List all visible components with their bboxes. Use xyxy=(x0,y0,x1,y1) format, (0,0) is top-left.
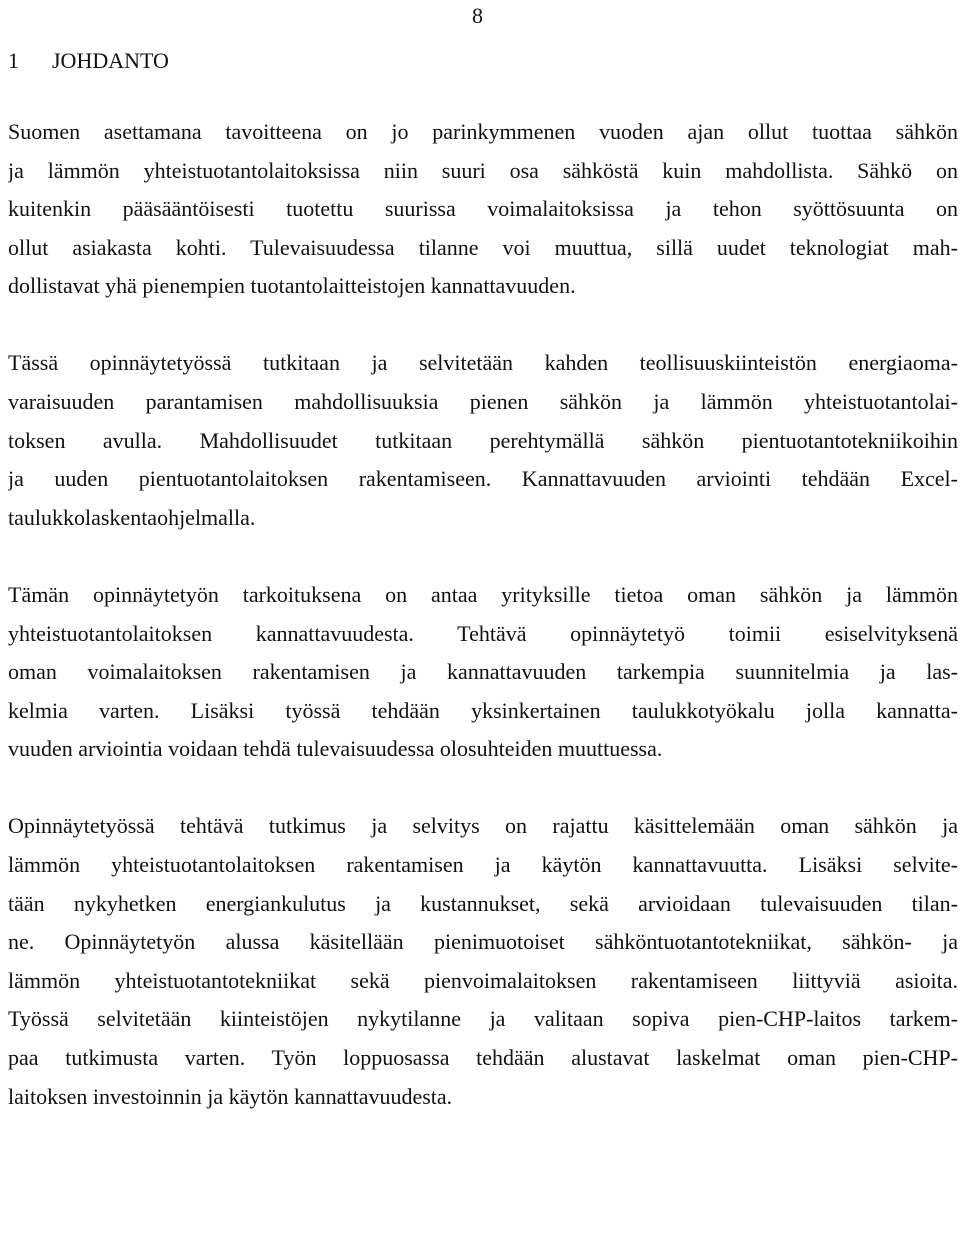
text-line: kelmia varten. Lisäksi työssä tehdään yksinkertainen taulukkotyökalu jolla kannatta- xyxy=(8,697,958,723)
text-line: ja uuden pientuotantolaitoksen rakentamiseen. Kannattavuuden arviointi tehdään Excel- xyxy=(8,466,958,492)
text-line: Tämän opinnäytetyön tarkoituksena on antaa yrityksille tietoa oman sähkön ja lämmön xyxy=(8,581,958,607)
text-line: lämmön yhteistuotantotekniikat sekä pienvoimalaitoksen rakentamiseen liittyviä asioita. xyxy=(8,967,958,993)
paragraph xyxy=(8,576,958,769)
paragraph xyxy=(8,344,958,537)
paragraph xyxy=(8,807,958,1116)
chapter-title: JOHDANTO xyxy=(52,48,169,73)
text-line: varaisuuden parantamisen mahdollisuuksia pienen sähkön ja lämmön yhteistuotantolai- xyxy=(8,389,958,415)
text-line: Tässä opinnäytetyössä tutkitaan ja selvitetään kahden teollisuuskiinteistön energiaoma- xyxy=(8,350,958,376)
text-line: tään nykyhetken energiankulutus ja kustannukset, sekä arvioidaan tulevaisuuden tilan- xyxy=(8,890,958,916)
text-line: dollistavat yhä pienempien tuotantolaitteistojen kannattavuuden. xyxy=(8,273,576,299)
text-line: Työssä selvitetään kiinteistöjen nykytilanne ja valitaan sopiva pien-CHP-laitos tarkem- xyxy=(8,1006,958,1032)
text-line: ollut asiakasta kohti. Tulevaisuudessa tilanne voi muuttua, sillä uudet teknologiat mah- xyxy=(8,234,958,260)
text-line: lämmön yhteistuotantolaitoksen rakentamisen ja käytön kannattavuutta. Lisäksi selvite- xyxy=(8,852,958,877)
body-text xyxy=(8,113,958,1155)
text-line: laitoksen investoinnin ja käytön kannattavuudesta. xyxy=(8,1083,453,1109)
text-line: vuuden arviointia voidaan tehdä tulevaisuudessa olosuhteiden muuttuessa. xyxy=(8,736,663,762)
text-line: yhteistuotantolaitoksen kannattavuudesta. Tehtävä opinnäytetyö toimii esiselvityksenä xyxy=(8,620,958,646)
page-number: 8 xyxy=(472,3,483,28)
text-line: ja lämmön yhteistuotantolaitoksissa niin suuri osa sähköstä kuin mahdollista. Sähkö on xyxy=(8,157,958,183)
text-line: Opinnäytetyössä tehtävä tutkimus ja selvitys on rajattu käsittelemään oman sähkön ja xyxy=(8,813,958,839)
text-line: oman voimalaitoksen rakentamisen ja kannattavuuden tarkempia suunnitelmia ja las- xyxy=(8,659,958,685)
text-line: Suomen asettamana tavoitteena on jo parinkymmenen vuoden ajan ollut tuottaa sähkön xyxy=(8,119,958,144)
text-line: kuitenkin pääsääntöisesti tuotettu suurissa voimalaitoksissa ja tehon syöttösuunta on xyxy=(8,196,958,222)
text-line: paa tutkimusta varten. Työn loppuosassa tehdään alustavat laskelmat oman pien-CHP- xyxy=(8,1044,958,1070)
text-line: taulukkolaskentaohjelmalla. xyxy=(8,504,256,530)
text-line: ne. Opinnäytetyön alussa käsitellään pienimuotoiset sähköntuotantotekniikat, sähkön- ja xyxy=(8,929,958,955)
chapter-heading xyxy=(8,46,169,76)
chapter-number: 1 xyxy=(8,48,19,73)
paragraph xyxy=(8,113,958,306)
text-line: toksen avulla. Mahdollisuudet tutkitaan perehtymällä sähkön pientuotantotekniikoihin xyxy=(8,427,958,453)
